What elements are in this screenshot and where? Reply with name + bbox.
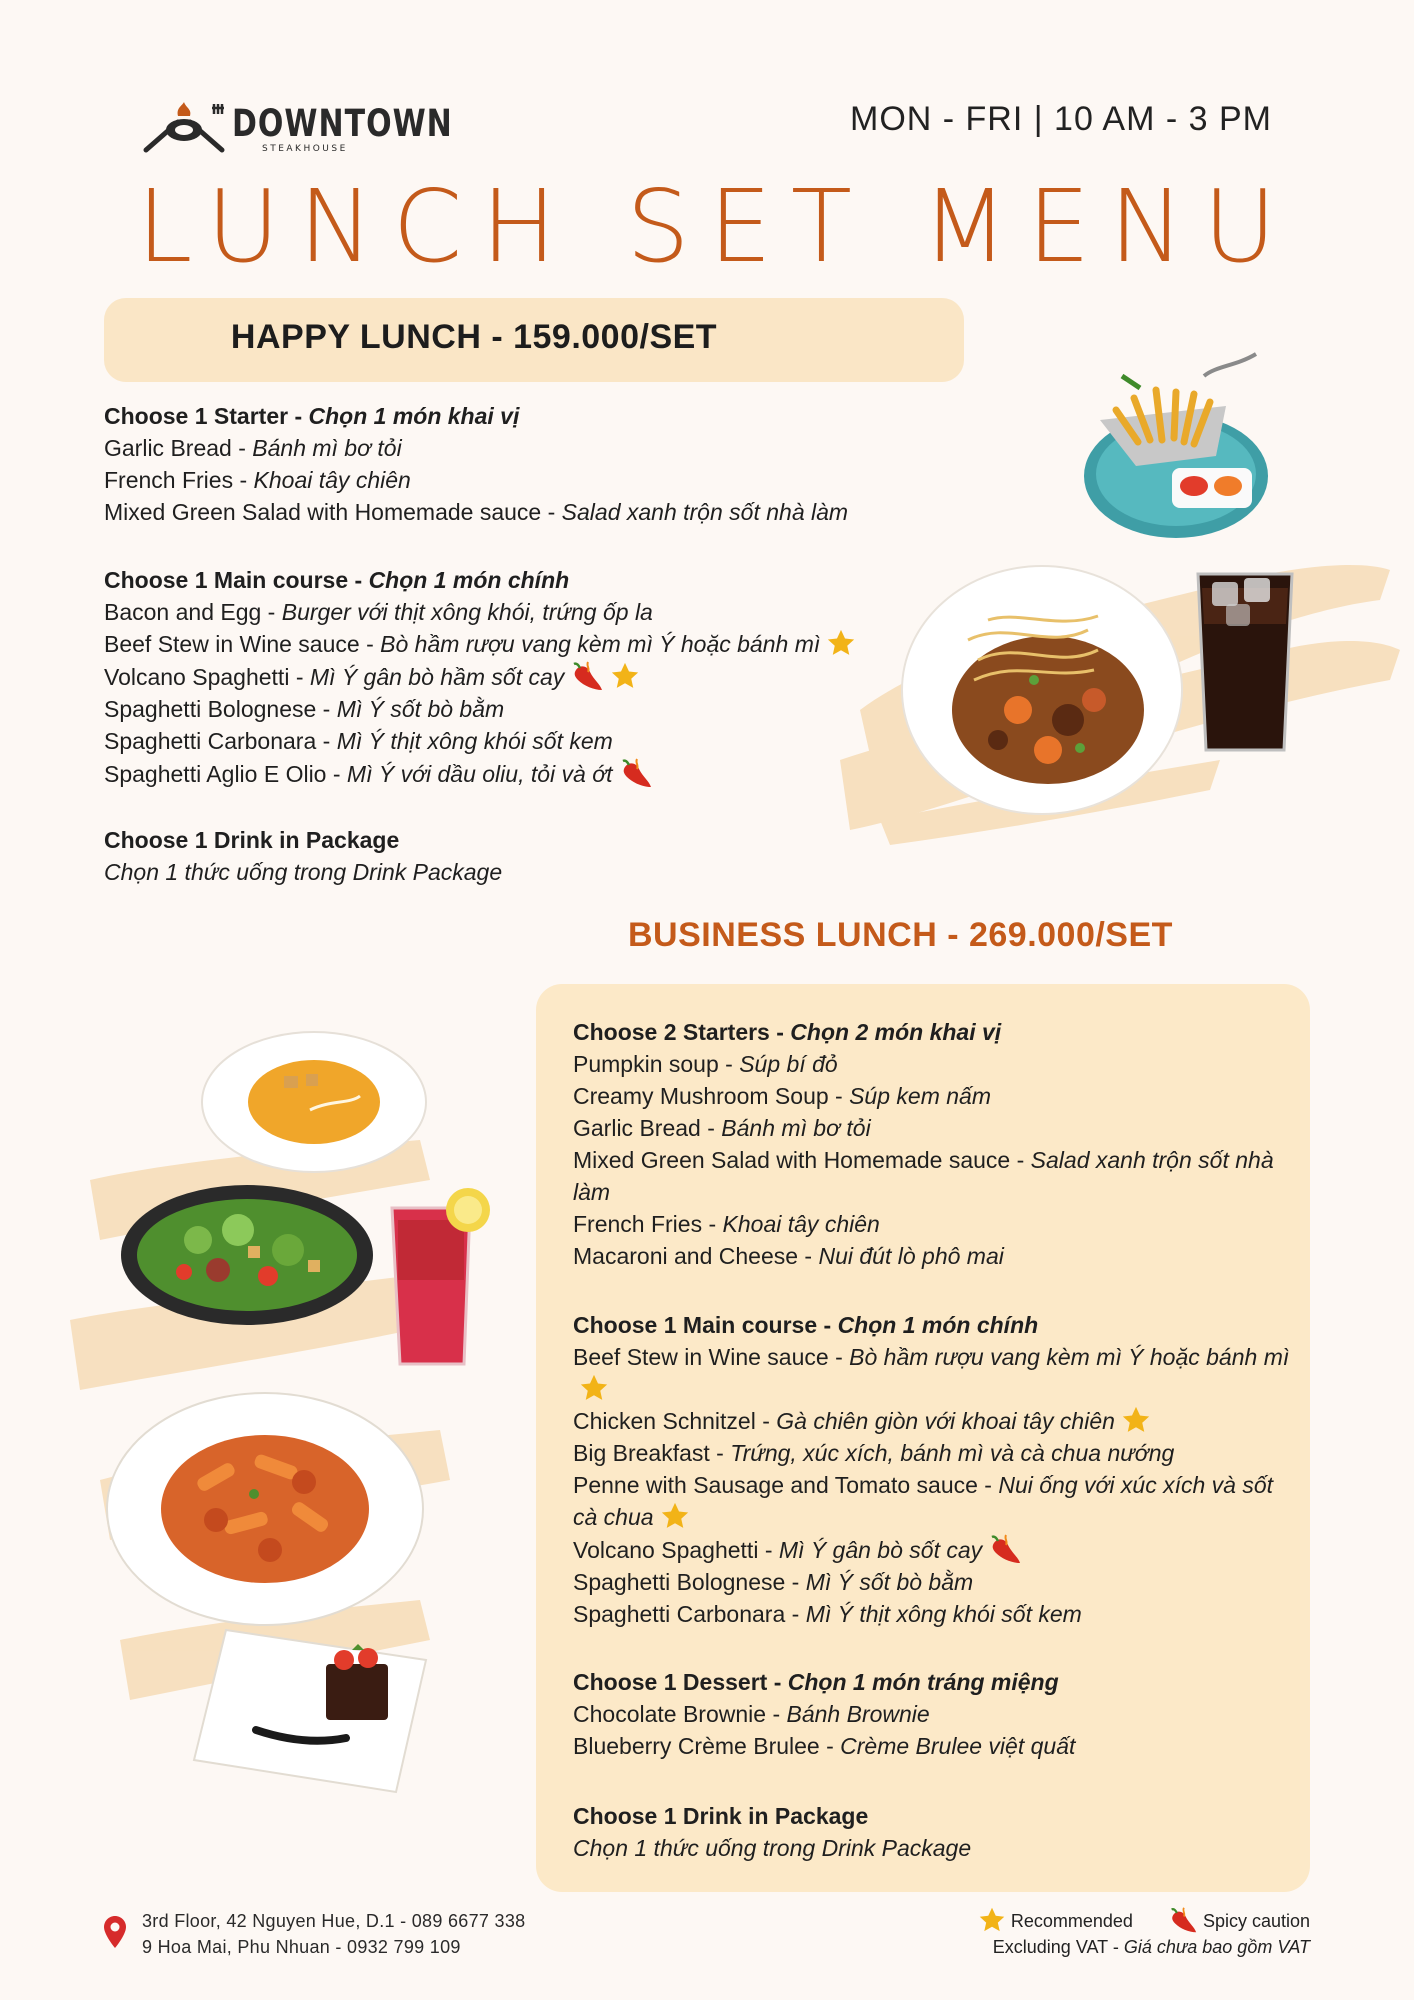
menu-item: Penne with Sausage and Tomato sauce - Nui ống với xúc xích và sốt cà chua <box>573 1472 1274 1530</box>
happy-drink-section <box>104 824 502 888</box>
legend-row <box>972 1906 1310 1934</box>
chili-icon <box>1168 1906 1198 1934</box>
section-heading: Choose 1 Drink in Package <box>573 1803 869 1829</box>
menu-item: Spaghetti Aglio E Olio - Mì Ý với dầu oliu, tỏi và ớt <box>104 757 856 790</box>
menu-item: French Fries - Khoai tây chiên <box>573 1211 880 1237</box>
menu-item: Garlic Bread - Bánh mì bơ tỏi <box>573 1115 871 1141</box>
menu-item: Creamy Mushroom Soup - Súp kem nấm <box>573 1083 991 1109</box>
section-heading: Choose 1 Main course - Chọn 1 món chính <box>573 1312 1039 1338</box>
steak-logo-icon <box>140 100 228 156</box>
address-line-1: 3rd Floor, 42 Nguyen Hue, D.1 - 089 6677 338 <box>142 1911 526 1931</box>
brand-logo <box>140 100 453 158</box>
biz-drink-section <box>573 1800 1293 1864</box>
section-heading: Choose 1 Starter - Chọn 1 món khai vị <box>104 403 520 429</box>
menu-item: Pumpkin soup - Súp bí đỏ <box>573 1051 838 1077</box>
happy-starters-section <box>104 400 848 528</box>
menu-item: Volcano Spaghetti - Mì Ý gân bò hầm sốt cay <box>104 660 856 693</box>
pumpkin-soup-image <box>200 1030 428 1174</box>
star-icon <box>579 1373 609 1403</box>
happy-main-section <box>104 564 856 790</box>
section-heading: Choose 2 Starters - Chọn 2 món khai vị <box>573 1019 1002 1045</box>
brand-name: DOWNTOWN <box>232 102 453 146</box>
biz-starters-section <box>573 1016 1293 1272</box>
address-block <box>142 1908 525 1960</box>
menu-item: Blueberry Crème Brulee - Crème Brulee việt quất <box>573 1733 1076 1759</box>
star-icon <box>978 1906 1006 1934</box>
menu-item: Beef Stew in Wine sauce - Bò hầm rượu vang kèm mì Ý hoặc bánh mì <box>573 1341 1293 1405</box>
menu-item: Mixed Green Salad with Homemade sauce - Salad xanh trộn sốt nhà làm <box>573 1147 1274 1205</box>
fries-basket-image <box>1076 346 1276 546</box>
menu-item: Spaghetti Bolognese - Mì Ý sốt bò bằm <box>573 1569 974 1595</box>
chili-icon <box>570 660 604 692</box>
menu-item: Macaroni and Cheese - Nui đút lò phô mai <box>573 1243 1004 1269</box>
menu-item: Beef Stew in Wine sauce - Bò hầm rượu vang kèm mì Ý hoặc bánh mì <box>104 628 856 660</box>
legend <box>972 1906 1310 1960</box>
cola-glass-image <box>1190 564 1300 758</box>
beef-stew-plate-image <box>898 560 1186 820</box>
legend-recommended: Recommended <box>1010 1911 1133 1931</box>
section-heading: Choose 1 Drink in Package <box>104 827 400 853</box>
menu-item: Chicken Schnitzel - Gà chiên giòn với khoai tây chiên <box>573 1405 1293 1437</box>
address-line-2: 9 Hoa Mai, Phu Nhuan - 0932 799 109 <box>142 1937 461 1957</box>
section-heading: Choose 1 Dessert - Chọn 1 món tráng miệng <box>573 1669 1059 1695</box>
menu-item: Spaghetti Carbonara - Mì Ý thịt xông khói sốt kem <box>573 1601 1082 1627</box>
menu-item: Spaghetti Bolognese - Mì Ý sốt bò bằm <box>104 696 505 722</box>
menu-item: Garlic Bread - Bánh mì bơ tỏi <box>104 435 402 461</box>
menu-item: Big Breakfast - Trứng, xúc xích, bánh mì và cà chua nướng <box>573 1440 1175 1466</box>
brownie-dessert-image <box>186 1620 436 1800</box>
salad-image <box>118 1180 376 1330</box>
biz-main-section <box>573 1309 1293 1630</box>
legend-spicy: Spicy caution <box>1202 1911 1310 1931</box>
location-pin-icon <box>104 1916 126 1948</box>
star-icon <box>660 1501 690 1531</box>
penne-pasta-image <box>104 1390 426 1628</box>
opening-hours: MON - FRI | 10 AM - 3 PM <box>850 100 1272 138</box>
section-subtext: Chọn 1 thức uống trong Drink Package <box>104 859 503 885</box>
vat-note: Excluding VAT - Giá chưa bao gồm VAT <box>992 1937 1310 1957</box>
brand-tagline: STEAKHOUSE <box>262 144 348 154</box>
menu-item: Volcano Spaghetti - Mì Ý gân bò sốt cay <box>573 1533 1293 1566</box>
chili-icon <box>988 1533 1022 1565</box>
biz-dessert-section <box>573 1666 1293 1762</box>
menu-item: French Fries - Khoai tây chiên <box>104 467 411 493</box>
star-icon <box>826 628 856 658</box>
section-subtext: Chọn 1 thức uống trong Drink Package <box>573 1835 972 1861</box>
section-heading: Choose 1 Main course - Chọn 1 món chính <box>104 567 570 593</box>
page-title: LUNCH SET MENU <box>136 168 1296 285</box>
chili-icon <box>619 757 653 789</box>
happy-lunch-title: HAPPY LUNCH - 159.000/SET <box>230 318 718 356</box>
business-lunch-title: BUSINESS LUNCH - 269.000/SET <box>628 916 1173 954</box>
menu-item: Bacon and Egg - Burger với thịt xông khói, trứng ốp la <box>104 599 653 625</box>
menu-item: Spaghetti Carbonara - Mì Ý thịt xông khói sốt kem <box>104 728 613 754</box>
red-drink-glass-image <box>384 1184 494 1370</box>
star-icon <box>610 661 640 691</box>
star-icon <box>1121 1405 1151 1435</box>
menu-item: Mixed Green Salad with Homemade sauce - Salad xanh trộn sốt nhà làm <box>104 499 849 525</box>
menu-item: Chocolate Brownie - Bánh Brownie <box>573 1701 930 1727</box>
